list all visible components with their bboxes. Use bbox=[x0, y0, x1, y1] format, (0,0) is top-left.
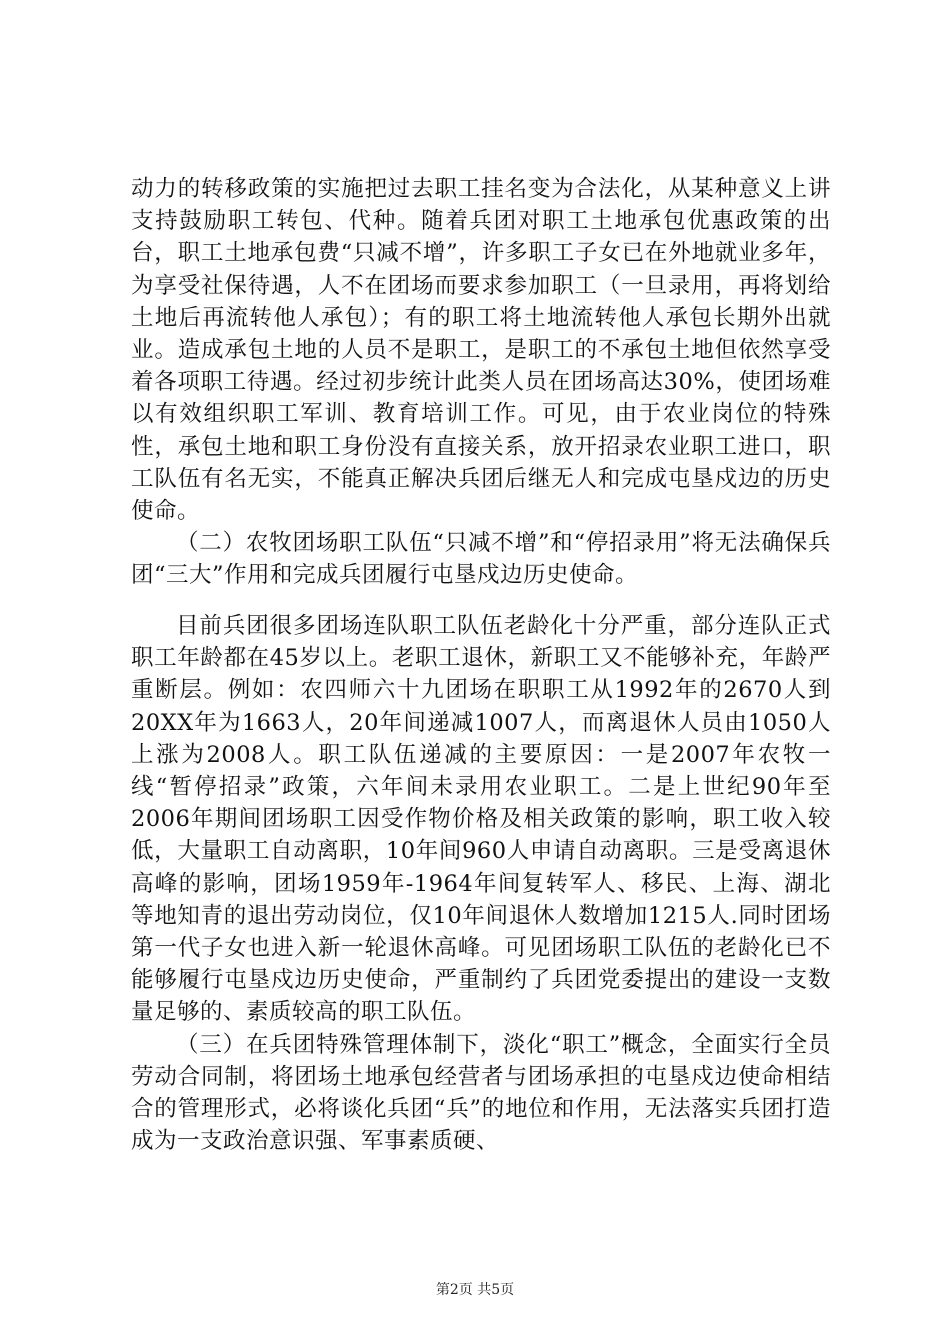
section-heading-two: （二）农牧团场职工队伍“只减不增”和“停招录用”将无法确保兵团“三大”作用和完成兵团履行屯垦戍边历史使命。 bbox=[131, 530, 831, 589]
text-block-lower bbox=[131, 610, 831, 1157]
text-block-upper bbox=[131, 173, 831, 592]
section-heading-three: （三）在兵团特殊管理体制下，淡化“职工”概念，全面实行全员劳动合同制，将团场土地承包经营者与团场承担的屯垦戍边使命相结合的管理形式，必将谈化兵团“兵”的地位和作用，无法落实兵团打造成为一支政治意识强、军事素质硬、 bbox=[131, 1031, 831, 1155]
page-footer bbox=[0, 1281, 950, 1299]
paragraph-aging-workforce: 目前兵团很多团场连队职工队伍老龄化十分严重，部分连队正式职工年龄都在45岁以上。老职工退休，新职工又不能够补充，年龄严重断层。例如：农四师六十九团场在职职工从1992年的2670人到20XX年为1663人，20年间递减1007人，而离退休人员由1050人上涨为2008人。职工队伍递减的主要原因：一是2007年农牧一线“暂停招录”政策，六年间未录用农业职工。二是上世纪90年至2006年期间团场职工因受作物价格及相关政策的影响，职工收入较低，大量职工自动离职，10年间960人申请自动离职。三是受离退休高峰的影响，团场1959年-1964年间复转军人、移民、上海、湖北等地知青的退出劳动岗位，仅10年间退休人数增加1215人.同时团场第一代子女也进入新一轮退休高峰。可见团场职工队伍的老龄化已不能够履行屯垦戍边历史使命，严重制约了兵团党委提出的建设一支数量足够的、素质较高的职工队伍。 bbox=[131, 613, 831, 1026]
page-number: 第2页 共5页 bbox=[435, 1282, 515, 1298]
paragraph-continuation: 动力的转移政策的实施把过去职工挂名变为合法化，从某种意义上讲支持鼓励职工转包、代种。随着兵团对职工土地承包优惠政策的出台，职工土地承包费“只减不增”，许多职工子女已在外地就业多年，为享受社保待遇，人不在团场而要求参加职工（一旦录用，再将划给土地后再流转他人承包）；有的职工将土地流转他人承包长期外出就业。造成承包土地的人员不是职工，是职工的不承包土地但依然享受着各项职工待遇。经过初步统计此类人员在团场高达30%，使团场难以有效组织职工军训、教育培训工作。可见，由于农业岗位的特殊性，承包土地和职工身份没有直接关系，放开招录农业职工进口，职工队伍有名无实，不能真正解决兵团后继无人和完成屯垦戍边的历史使命。 bbox=[131, 176, 831, 525]
